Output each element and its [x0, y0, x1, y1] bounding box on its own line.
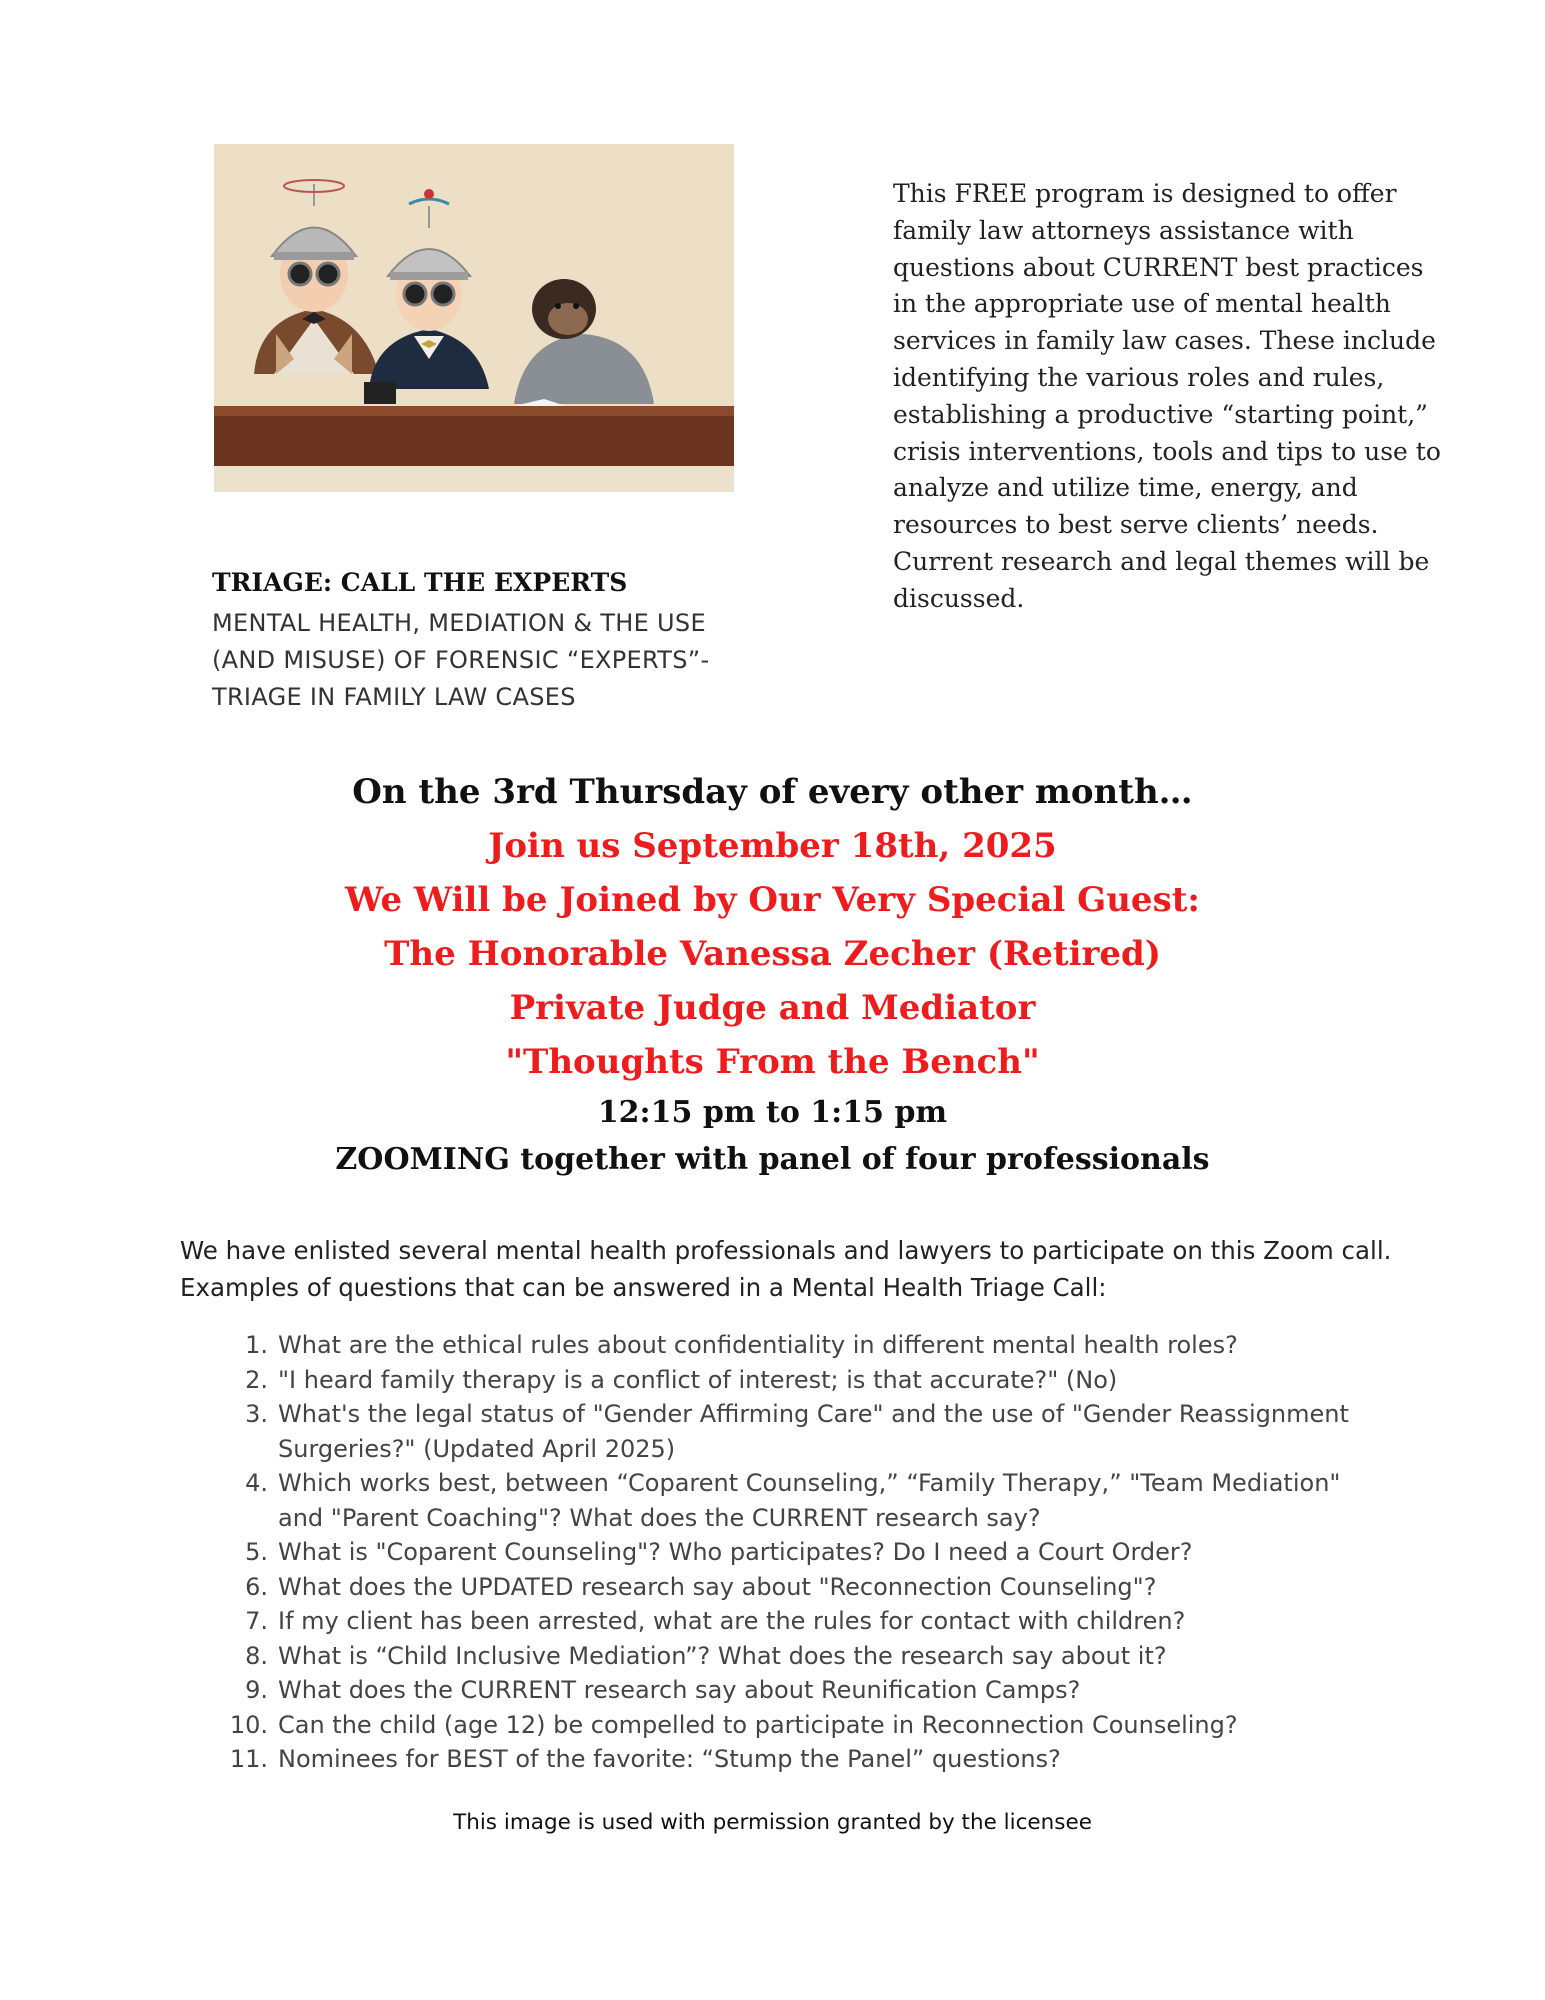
- question-number: 8.: [245, 1641, 268, 1670]
- question-item: [216, 1328, 1366, 1363]
- question-text: Can the child (age 12) be compelled to participate in Reconnection Counseling?: [278, 1710, 1238, 1739]
- question-number: 11.: [229, 1745, 268, 1773]
- question-number: 2.: [245, 1365, 268, 1394]
- question-text: If my client has been arrested, what are the rules for contact with children?: [278, 1607, 1186, 1635]
- question-text: What does the UPDATED research say about "Reconnection Counseling"?: [278, 1572, 1157, 1601]
- question-number: 3.: [245, 1400, 268, 1428]
- question-item: [216, 1742, 1366, 1777]
- question-text: "I heard family therapy is a conflict of interest; is that accurate?" (No): [278, 1365, 1118, 1394]
- time-headline: 12:15 pm to 1:15 pm: [597, 1095, 948, 1130]
- zoom-headline: ZOOMING together with panel of four professionals: [335, 1142, 1210, 1177]
- question-item: [216, 1708, 1366, 1743]
- question-text: What's the legal status of "Gender Affirming Care" and the use of "Gender Reassignment Surgeries?" (Updated April 2025): [278, 1400, 1349, 1463]
- question-number: 1.: [245, 1331, 268, 1359]
- question-item: [216, 1570, 1366, 1605]
- question-item: [216, 1363, 1366, 1398]
- questions-intro: We have enlisted several mental health professionals and lawyers to participate on this Zoom call. Examples of questions that can be answered in a Mental Health Triage Call:: [180, 1236, 1392, 1302]
- event-photo: [214, 144, 734, 492]
- photo-illustration: [214, 144, 734, 492]
- schedule-headline: On the 3rd Thursday of every other month…: [352, 772, 1193, 812]
- question-number: 6.: [245, 1572, 268, 1601]
- question-text: Which works best, between “Coparent Counseling,” “Family Therapy,” "Team Mediation" and "Parent Coaching"? What does the CURRENT research say?: [278, 1469, 1341, 1532]
- question-item: [216, 1397, 1366, 1466]
- triage-subtitle: MENTAL HEALTH, MEDIATION & THE USE (AND MISUSE) OF FORENSIC “EXPERTS”- TRIAGE IN FAMILY LAW CASES: [212, 609, 710, 711]
- question-item: [216, 1535, 1366, 1570]
- program-description: This FREE program is designed to offer family law attorneys assistance with questions about CURRENT best practices in the appropriate use of mental health services in family law cases. These include identifying the various roles and rules, establishing a productive “starting point,” crisis interventions, tools and tips to use to analyze and utilize time, energy, and resources to best serve clients’ needs. Current research and legal themes will be discussed.: [893, 179, 1441, 613]
- question-text: What does the CURRENT research say about Reunification Camps?: [278, 1676, 1081, 1704]
- question-number: 10.: [229, 1710, 268, 1739]
- question-text: Nominees for BEST of the favorite: “Stump the Panel” questions?: [278, 1745, 1061, 1773]
- date-headline: Join us September 18th, 2025: [488, 826, 1057, 866]
- permission-footer: This image is used with permission granted by the licensee: [453, 1810, 1092, 1835]
- question-number: 4.: [245, 1469, 268, 1497]
- question-text: What is "Coparent Counseling"? Who participates? Do I need a Court Order?: [278, 1538, 1193, 1566]
- guest-name-headline: The Honorable Vanessa Zecher (Retired): [384, 934, 1161, 974]
- question-number: 7.: [245, 1607, 268, 1635]
- question-number: 9.: [245, 1676, 268, 1704]
- question-text: What is “Child Inclusive Mediation”? What does the research say about it?: [278, 1641, 1167, 1670]
- triage-title: TRIAGE: CALL THE EXPERTS: [212, 568, 628, 597]
- question-item: [216, 1639, 1366, 1674]
- questions-list: [216, 1328, 1366, 1777]
- question-item: [216, 1466, 1366, 1535]
- question-text: What are the ethical rules about confidentiality in different mental health roles?: [278, 1331, 1238, 1359]
- guest-intro-headline: We Will be Joined by Our Very Special Guest:: [345, 880, 1200, 920]
- question-item: [216, 1673, 1366, 1708]
- guest-role-headline: Private Judge and Mediator: [509, 988, 1036, 1028]
- question-number: 5.: [245, 1538, 268, 1566]
- question-item: [216, 1604, 1366, 1639]
- talk-title-headline: "Thoughts From the Bench": [505, 1042, 1040, 1082]
